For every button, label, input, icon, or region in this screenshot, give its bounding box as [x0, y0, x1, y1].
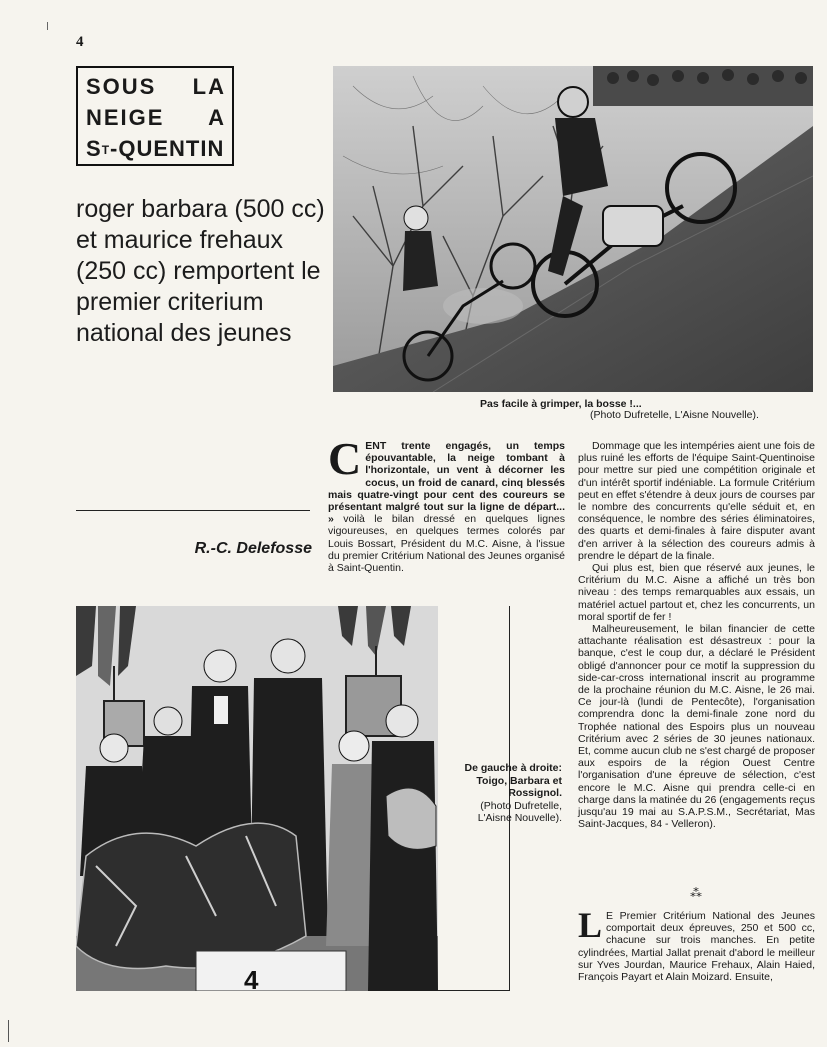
podium-number: 4 — [244, 965, 259, 991]
photo-winners-group — [76, 606, 438, 991]
dropcap-c: C — [328, 433, 362, 484]
title-box — [76, 66, 234, 166]
paragraph: Qui plus est, bien que réservé aux jeunes, le Critérium du M.C. Aisne a affiché un très bon niveau : des temps remarquables aux essais, un matériel actuel partout et, chez les concurrents, un moral sportif de fer ! — [578, 562, 815, 623]
title-line-2: NEIGE A — [86, 105, 226, 130]
paragraph: Malheureusement, le bilan financier de cette attachante réalisation est désastreux : pour la banque, c'est le coup dur, a déclaré le Président obligé d'annoncer pour ce motif la suppression du side-car-cross international inscrit au programme de la prochaine réunion du M.C. Aisne, le 26 mai. Ce jour-là (lundi de Pentecôte), l'organisation comprendra donc la demi-finale zone nord du Trophée national des Espoirs plus un nouveau Critérium avec 2 séries de 30 jeunes nationaux. Et, comme aucun club ne s'est chargé de proposer aux espoirs de la région Ouest Centre l'organisation d'une épreuve de sélection, c'est encore le M.C. Aisne qui prendra celle-ci en charge dans la matinée du 26 (engagements reçus jusqu'au 19 mai au S.A.P.S.M., Secrétariat, Mas Saint-Jacques, 84 - Velleron). — [578, 623, 815, 831]
caption-credit: (Photo Dufretelle, L'Aisne Nouvelle). — [477, 799, 562, 825]
paragraph: E Premier Critérium National des Jeunes comportait deux épreuves, 250 et 500 cc, chacune sur trois manches. En petite cylindrées, Martial Jallat prenait d'abord le meilleur sur Yves Jourdan, Maurice Frehaux, Alain Haied, François Payart et Alain Moizard. Ensuite, — [578, 910, 815, 984]
photo-top-caption: Pas facile à grimper, la bosse !... — [480, 398, 642, 410]
margin-mark-bottom — [8, 1020, 9, 1042]
caption-title: De gauche à droite: — [464, 762, 562, 774]
title-line-1: SOUS LA — [86, 74, 226, 99]
paragraph: Dommage que les intempéries aient une fois de plus ruiné les efforts de l'équipe Saint-Quentinoise pour mettre sur pied une compétition originale et d'un intérêt sportif indéniable. La formule Critérium peut en effet s'étendre à deux jours de courses par le nombre des concurrents qu'elle séduit et, en conséquence, le nombre des séries éliminatoires, des quarts et demi-finales à faire disputer avant d'en arriver à la sélection des coureurs admis à prendre le départ de la finale. — [578, 440, 815, 562]
margin-mark-top — [47, 22, 48, 30]
title-line-3: $S^T$-QUENTIN — [86, 136, 225, 161]
divider — [76, 510, 310, 511]
headline: roger barbara (500 cc) et maurice frehaux (250 cc) remportent le premier criterium national des jeunes — [76, 195, 325, 347]
intro-rest: voilà le bilan dressé en quelques lignes vigoureuses, en quelques termes colorés par Louis Bossart, Président du M.C. Aisne, à l'issue du premier Critérium National des Jeunes organisé à Saint-Quentin. — [328, 513, 565, 575]
dropcap-l: L — [578, 905, 603, 945]
caption-names: Toigo, Barbara et Rossignol. — [476, 774, 562, 800]
page-number: 4 — [76, 34, 84, 50]
section-separator: ⁂ — [690, 886, 702, 900]
article-intro — [328, 433, 565, 575]
article-column-right — [578, 440, 815, 831]
photo-bottom-caption — [450, 762, 562, 825]
byline: R.-C. Delefosse — [194, 540, 312, 557]
photo-top-credit: (Photo Dufretelle, L'Aisne Nouvelle). — [590, 409, 759, 421]
article-continuation — [578, 905, 815, 984]
intro-bold: ENT trente engagés, un temps épouvantable, la neige tombant à l'horizontale, un vent à décorner les cocus, un froid de canard, cinq blessés mais quatre-vingt pour cent des coureurs se présentant malgré tout sur la ligne de départ... » — [328, 440, 565, 526]
photo-motocross-climb — [333, 66, 813, 392]
